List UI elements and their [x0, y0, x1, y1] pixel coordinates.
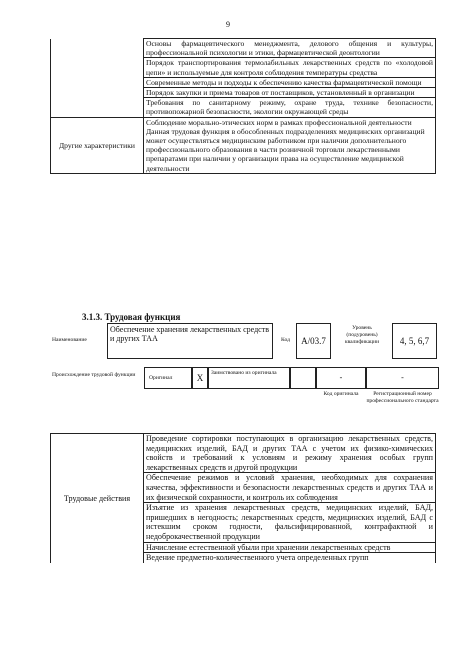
other-characteristics-text-1: Соблюдение морально-этических норм в рамках профессиональной деятельности [146, 117, 412, 127]
table-cell: Обеспечение режимов и условий хранения, необходимых для сохранения качества, эффективности и безопасности лекарственных средств и других ТАА и их физической сохранности, и контроль их соблюдения [144, 473, 436, 503]
level-label: Уровень (подуровень) квалификации [344, 325, 380, 345]
function-name-box: Обеспечение хранения лекарственных средств и других ТАА [107, 323, 273, 359]
original-code-value: - [316, 367, 366, 389]
table-cell: Требования по санитарному режиму, охране труда, технике безопасности, противопожарной безопасности, экологии окружающей среды [144, 98, 436, 117]
origin-label: Происхождение трудовой функции [52, 372, 136, 378]
section-heading: 3.1.3. Трудовая функция [82, 312, 181, 322]
knowledge-table [50, 38, 436, 174]
table-cell: Основы фармацевтического менеджмента, делового общения и культуры, профессиональной психологии и этики, фармацевтической деонтологии [144, 39, 436, 58]
original-code-caption: Код оригинала [323, 391, 359, 397]
original-mark: Х [192, 367, 208, 389]
table-cell: Проведение сортировки поступающих в организацию лекарственных средств, медицинских изделий, БАД и других ТАА с учетом их физико-химических свойств и требований к условиям и режиму хранения особых групп лекарственных средств и другой продукции [144, 434, 436, 473]
table-cell-empty [51, 39, 144, 118]
labor-actions-table [50, 433, 436, 563]
function-code-box: А/03.7 [296, 323, 331, 359]
borrowed-label: Заимствовано из оригинала [208, 367, 290, 389]
table-cell: Ведение предметно-количественного учета определенных групп [144, 553, 436, 563]
table-cell: Порядок закупки и приема товаров от поставщиков, установленный в организации [144, 88, 436, 98]
origin-empty-cell [290, 367, 316, 389]
table-cell: Начисление естественной убыли при хранении лекарственных средств [144, 542, 436, 553]
qualification-level-box: 4, 5, 6,7 [392, 323, 437, 359]
table-cell: Изъятие из хранения лекарственных средств, медицинских изделий, БАД, пришедших в негодность; лекарственных средств, медицинских изделий, БАД с истекшим сроком годности, фальсифицированной, контрафактной и недоброкачественной продукции [144, 503, 436, 542]
labor-actions-label: Трудовые действия [51, 434, 144, 563]
table-cell: Порядок транспортирования термолабильных лекарственных средств по «холодовой цепи» и используемые для контроля соблюдения температуры средства [144, 58, 436, 77]
table-row [51, 117, 436, 173]
table-row [51, 39, 436, 58]
table-row [51, 434, 436, 473]
registration-number-value: - [366, 367, 439, 389]
registration-number-caption: Регистрационный номер профессионального стандарта [366, 391, 439, 404]
page-number: 9 [226, 20, 230, 29]
code-label: Код [281, 337, 290, 343]
origin-row [144, 367, 439, 389]
table-cell: Современные методы и подходы к обеспечению качества фармацевтической помощи [144, 77, 436, 87]
name-label: Наименование [52, 337, 87, 343]
other-characteristics-cell [144, 117, 436, 173]
other-characteristics-text-2: Данная трудовая функция в обособленных подразделениях медицинских организаций может осуществляться медицинским работником при наличии дополнительного профессионального образования в части розничной торговли лекарственными препаратами при наличии у организации права на осуществление медицинской деятельности [146, 126, 425, 173]
original-label: Оригинал [144, 367, 192, 389]
other-characteristics-label: Другие характеристики [51, 117, 144, 173]
